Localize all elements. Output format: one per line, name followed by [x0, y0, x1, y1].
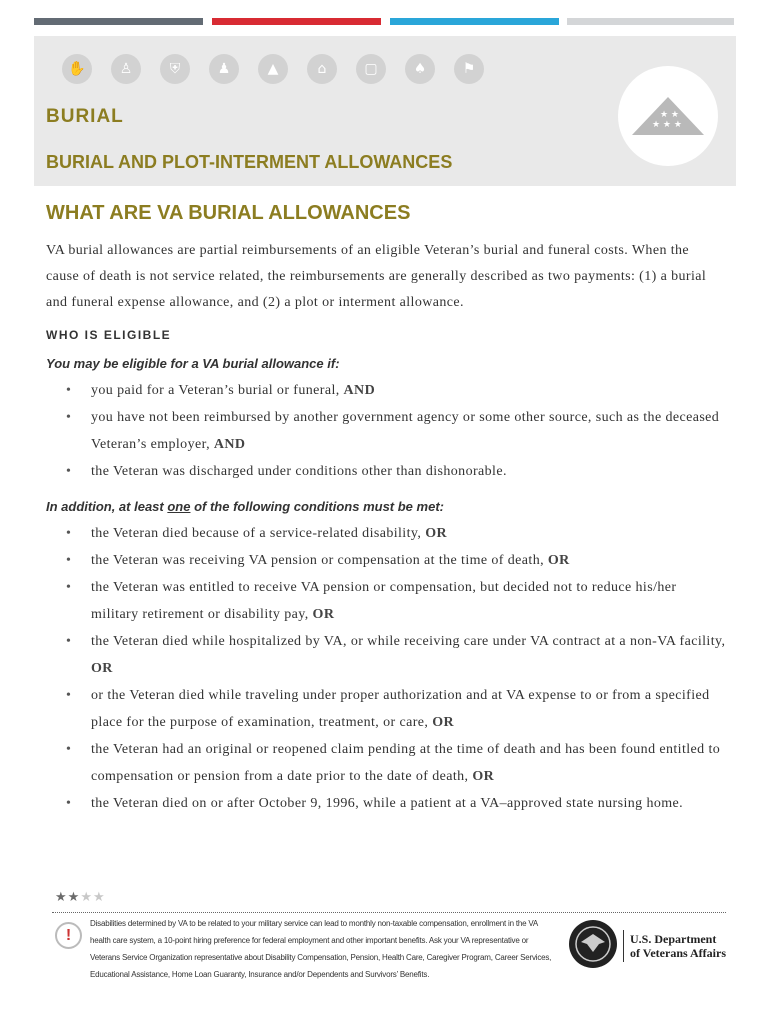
bar-red — [212, 18, 381, 25]
alert-icon: ! — [55, 922, 82, 949]
main-content — [46, 238, 726, 817]
svg-text:★ ★: ★ ★ — [660, 110, 679, 120]
list-item: • the Veteran died on or after October 9, 1996, while a patient at a VA–approved state nursing home. — [46, 790, 726, 817]
flag-icon: ⚑ — [454, 54, 484, 84]
star-empty-icon: ★ — [80, 890, 93, 905]
footer-divider — [52, 912, 726, 913]
who-eligible-heading: WHO IS ELIGIBLE — [46, 328, 172, 342]
intro-paragraph: VA burial allowances are partial reimbursements of an eligible Veteran’s burial and funeral costs. When the cause of death is not service related, the reimbursements are generally described as two payments: (1) a burial and funeral expense allowance, and (2) a plot or interment allowance. — [46, 243, 707, 310]
section-title: WHAT ARE VA BURIAL ALLOWANCES — [46, 202, 411, 224]
footer-note: Disabilities determined by VA to be related to your military service can lead to monthly non-taxable compensation, enrollment in the VA health care system, a 10-point hiring preference for federal employment and other important benefits. Ask your VA representative or Veterans Service Organization representative about Disability Compensation, Pension, Health Care, Caregiver Program, Career Services, Educational Assistance, Home Loan Guaranty, Insurance and/or Dependents and Survivors’ Benefits. — [90, 919, 552, 979]
bar-blue — [390, 18, 559, 25]
list-item: • you have not been reimbursed by another government agency or some other source, such as the deceased Veteran’s employer, AND — [46, 404, 726, 458]
list-item: • the Veteran was receiving VA pension or compensation at the time of death, OR — [46, 547, 726, 574]
eagle-seal-graphic — [573, 924, 613, 964]
handshake-icon: ✋ — [62, 54, 92, 84]
list-item: • or the Veteran died while traveling under proper authorization and at VA expense to or from a specified place for the purpose of examination, treatment, or care, OR — [46, 682, 726, 736]
eligible-lead: You may be eligible for a VA burial allowance if: — [46, 356, 340, 371]
graduation-person-icon: ♙ — [111, 54, 141, 84]
hat-icon: ▲ — [258, 54, 288, 84]
svg-text:★ ★ ★: ★ ★ ★ — [652, 120, 682, 130]
home-icon: ⌂ — [307, 54, 337, 84]
conditions-lead: In addition, at least one of the following conditions must be met: — [46, 499, 444, 514]
bar-light — [567, 18, 734, 25]
category-title: BURIAL — [46, 106, 124, 127]
list-item: • the Veteran died because of a service-related disability, OR — [46, 520, 726, 547]
list-item: • you paid for a Veteran’s burial or funeral, AND — [46, 377, 726, 404]
header-banner — [34, 36, 736, 186]
list-item: • the Veteran died while hospitalized by VA, or while receiving care under VA contract at a non-VA facility, OR — [46, 628, 726, 682]
va-logo-text: U.S. Department of Veterans Affairs — [630, 932, 726, 960]
list-item: • the Veteran was entitled to receive VA pension or compensation, but decided not to reduce his/her military retirement or disability pay, OR — [46, 574, 726, 628]
bar-gray — [34, 18, 203, 25]
certificate-icon: ▢ — [356, 54, 386, 84]
star-filled-icon: ★ — [67, 890, 81, 905]
list-item: • the Veteran had an original or reopened claim pending at the time of death and has been found entitled to compensation or pension from a date prior to the date of death, OR — [46, 736, 726, 790]
rating-stars — [55, 890, 106, 905]
benefit-icon-row — [62, 54, 484, 84]
color-bars — [34, 18, 734, 26]
star-filled-icon: ★ — [55, 890, 68, 905]
folded-flag-emblem — [618, 66, 718, 166]
eligible-list — [46, 377, 726, 485]
va-seal-icon — [569, 920, 617, 968]
group-icon: ♠ — [405, 54, 435, 84]
logo-divider — [623, 930, 624, 962]
conditions-list — [46, 520, 726, 817]
list-item: • the Veteran was discharged under conditions other than dishonorable. — [46, 458, 726, 485]
shield-icon: ⛨ — [160, 54, 190, 84]
page-subtitle: BURIAL AND PLOT-INTERMENT ALLOWANCES — [46, 152, 453, 172]
star-empty-icon: ★ — [92, 890, 106, 905]
family-icon: ♟ — [209, 54, 239, 84]
folded-flag-icon — [630, 95, 706, 137]
